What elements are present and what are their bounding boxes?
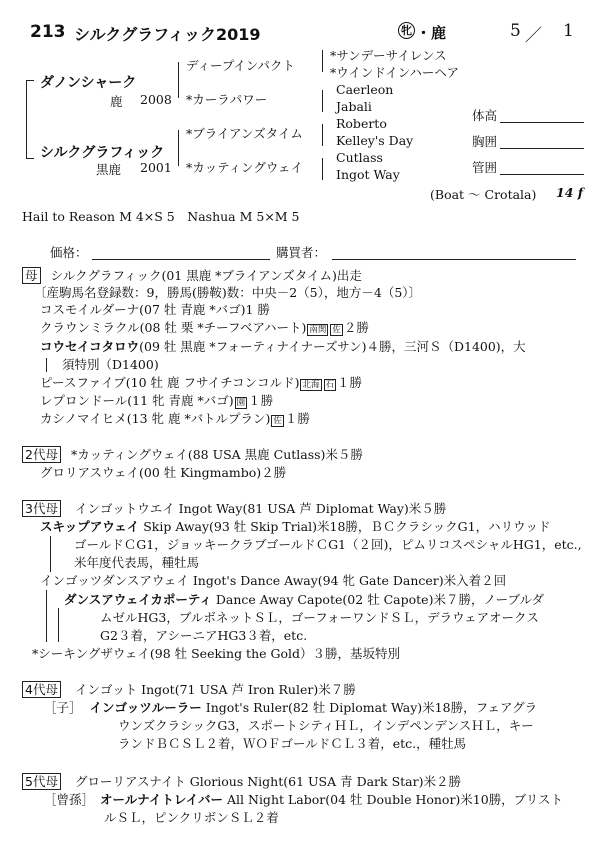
buyer-label: 購買者： <box>276 245 327 260</box>
gen4-entry <box>44 700 537 715</box>
sire-coat: 鹿 <box>110 94 123 109</box>
region-tag: 佐 <box>273 416 282 426</box>
skip-away-name: スキップアウェイ <box>40 519 140 534</box>
region-tag: 南関 <box>309 325 327 335</box>
gen3-dac <box>64 592 544 607</box>
dd-dam: Ingot Way <box>336 167 400 182</box>
ss-sire: *サンデーサイレンス <box>330 48 447 63</box>
progeny-wins: １勝 <box>337 375 363 390</box>
buyer-blank[interactable] <box>332 259 576 260</box>
dam-section-header <box>22 268 362 283</box>
progeny-name: コウセイコタロウ <box>40 339 140 354</box>
sd-bracket <box>322 90 323 112</box>
section-label-dam: 母 <box>22 267 41 284</box>
girth-label: 胸囲 <box>472 134 498 149</box>
relation-label: ［曾孫］ <box>44 792 95 807</box>
height-label: 体高 <box>472 108 498 123</box>
gen3-skip-cont: 米年度代表馬，種牡馬 <box>74 555 200 570</box>
price-blank[interactable] <box>92 259 270 260</box>
dam-section-title: シルクグラフィック(01 黒鹿 *ブライアンズタイム)出走 <box>50 268 362 283</box>
gen3-skip-cont: ゴールドＣG1，ジョッキークラブゴールドＣG1（２回)，ピムリコスペシャルHG1，etc., <box>74 537 582 552</box>
gen4-head: インゴット Ingot(71 USA 芦 Iron Ruler)米７勝 <box>74 682 356 697</box>
skip-away-details: Skip Away(93 牡 Skip Trial)米18勝，ＢＣクラシックG1，ハリウッド <box>139 519 551 534</box>
progeny-name: ピースファイブ <box>40 375 126 390</box>
gen3-skip <box>40 519 550 534</box>
gen3-dac-cont: ムゼルHG3，ブルボネットＳＬ，ゴーフォーワンドＳＬ，デラウェアオークス <box>100 610 539 625</box>
birth-day: 1 <box>563 21 574 41</box>
dam-bracket <box>178 130 179 166</box>
dance-bar-inner <box>58 608 59 642</box>
progeny-wins: ２勝 <box>343 320 369 335</box>
region-tag: 佐 <box>332 325 341 335</box>
dance-bar-outer <box>46 590 47 642</box>
relation-label: ［子］ <box>44 700 82 715</box>
sd-dam: Jabali <box>336 99 372 114</box>
progeny-name: レプロンドール <box>40 393 128 408</box>
section-label-gen3: 3代母 <box>22 500 61 517</box>
dam-progeny-bar <box>46 358 47 372</box>
sire-name: ダノンシャーク <box>40 75 137 91</box>
progeny-row <box>40 393 273 411</box>
pedigree-bracket-bottom <box>26 158 34 159</box>
gen3-header <box>22 501 446 516</box>
ingots-ruler-details: Ingot's Ruler(82 牡 Diplomat Way)米18勝，フェアグラ <box>201 700 538 715</box>
birth-month: 5 <box>510 21 521 41</box>
region-tag: 石 <box>325 380 335 390</box>
progeny-name: コスモイルダーナ <box>40 302 140 317</box>
cannon-label: 管囲 <box>472 160 498 175</box>
progeny-row <box>40 302 270 317</box>
progeny-wins: １勝 <box>248 393 274 408</box>
gen4-header <box>22 682 356 697</box>
ds-bracket <box>322 124 323 146</box>
progeny-details: (13 牝 鹿 *バトルプラン) <box>126 411 271 426</box>
family-number: 14 f <box>556 185 584 200</box>
section-label-gen5: 5代母 <box>22 773 61 790</box>
dac-details: Dance Away Capote(02 牡 Capote)米７勝，ノーブルダ <box>211 592 544 607</box>
sex-mark: 牝 <box>398 22 415 39</box>
all-night-labor-name: オールナイトレイバー <box>100 792 224 807</box>
height-blank[interactable] <box>500 122 584 123</box>
sire-bracket <box>178 62 179 98</box>
ingots-ruler-name: インゴッツルーラー <box>89 700 202 715</box>
cannon-blank[interactable] <box>500 174 584 175</box>
sire-dam: *カーラパワー <box>186 92 268 107</box>
gen3-seeking: *シーキングザウェイ(98 牡 Seeking the Gold）３勝，基坂特別 <box>32 646 401 661</box>
pedigree-bracket-main <box>26 80 27 158</box>
progeny-row <box>40 375 362 393</box>
progeny-wins: １勝 <box>284 411 310 426</box>
ds-dam: Kelley's Day <box>336 133 414 148</box>
inbreeding-line: Hail to Reason M 4×S 5 Nashua M 5×M 5 <box>22 209 300 224</box>
section-label-gen2: 2代母 <box>22 446 61 463</box>
gen3-daughter: インゴッツダンスアウェイ Ingot's Dance Away(94 牝 Gate Dancer)米入着２回 <box>40 573 507 588</box>
skip-bar <box>50 536 51 572</box>
all-night-labor-details: All Night Labor(04 牡 Double Honor)米10勝，ブリスト <box>223 792 563 807</box>
progeny-details: (07 牡 青鹿 *バゴ)1 勝 <box>139 302 270 317</box>
progeny-row <box>40 339 526 354</box>
gen5-head: グローリアスナイト Glorious Night(61 USA 青 Dark Star)米２勝 <box>74 774 461 789</box>
dam-sire: *ブライアンズタイム <box>186 126 303 141</box>
pedigree-bracket-top <box>26 80 34 81</box>
progeny-details: (11 牝 青鹿 *バゴ) <box>127 393 234 408</box>
progeny-details: 須特別（D1400) <box>62 357 159 372</box>
gen4-cont: ウンズクラシックG3，スポートシティＨＬ，インデペンデンスＨＬ，キー <box>118 718 534 733</box>
region-tag: 北海 <box>302 380 320 390</box>
progeny-details: (08 牡 栗 *チーフベアハート) <box>139 320 307 335</box>
girth-blank[interactable] <box>500 148 584 149</box>
page-title: シルクグラフィック2019 <box>74 25 261 44</box>
gen2-progeny: グロリアスウェイ(00 牡 Kingmambo)２勝 <box>40 465 287 480</box>
gen3-dac-cont: G2３着，アシーニアHG3３着，etc. <box>100 628 308 643</box>
dam-year: 2001 <box>140 160 172 175</box>
gen5-header <box>22 774 461 789</box>
progeny-details: (10 牡 鹿 フサイチコンコルド) <box>125 375 300 390</box>
gen5-entry <box>44 792 563 807</box>
gen4-cont: ランドＢＣＳＬ２着，ＷＯＦゴールドＣＬ３着，etc.，種牡馬 <box>118 736 467 751</box>
family-line: (Boat ～ Crotala) <box>430 187 537 202</box>
dam-dam: *カッティングウェイ <box>186 160 303 175</box>
dd-sire: Cutlass <box>336 150 383 165</box>
progeny-name: カシノマイヒメ <box>40 411 127 426</box>
coat-color: ・鹿 <box>416 24 447 42</box>
ss-dam: *ウインドインハーヘア <box>330 65 460 80</box>
gen2-header <box>22 447 363 462</box>
lot-number: 213 <box>30 22 66 42</box>
sire-year: 2008 <box>140 92 172 107</box>
dd-bracket <box>322 158 323 180</box>
progeny-row <box>40 411 310 429</box>
progeny-name: クラウンミラクル <box>40 320 140 335</box>
price-label: 価格： <box>50 245 88 260</box>
gen3-head: インゴットウエイ Ingot Way(81 USA 芦 Diplomat Way)米５勝 <box>74 501 447 516</box>
region-tag: 園 <box>236 398 246 408</box>
ss-bracket <box>322 50 323 72</box>
progeny-details: (09 牡 黒鹿 *フォーティナイナーズサン)４勝，三河Ｓ（D1400)，大 <box>139 339 526 354</box>
gen5-cont: ルＳＬ，ピンクリボンＳＬ２着 <box>104 810 279 825</box>
dam-reg-line: 〔産駒馬名登録数：9，勝馬(勝鞍)数：中央－2（5），地方－4（5）〕 <box>34 285 422 300</box>
section-label-gen4: 4代母 <box>22 681 61 698</box>
dam-name: シルクグラフィック <box>40 145 165 161</box>
sd-sire: Caerleon <box>336 82 394 97</box>
progeny-row <box>40 320 369 338</box>
ds-sire: Roberto <box>336 116 387 131</box>
birth-slash: ／ <box>525 26 542 46</box>
gen2-line: *カッティングウェイ(88 USA 黒鹿 Cutlass)米５勝 <box>70 447 363 462</box>
dam-coat: 黒鹿 <box>96 162 122 177</box>
dac-name: ダンスアウェイカポーティ <box>64 592 212 607</box>
sire-sire: ディープインパクト <box>186 58 295 73</box>
progeny-row <box>62 357 159 372</box>
